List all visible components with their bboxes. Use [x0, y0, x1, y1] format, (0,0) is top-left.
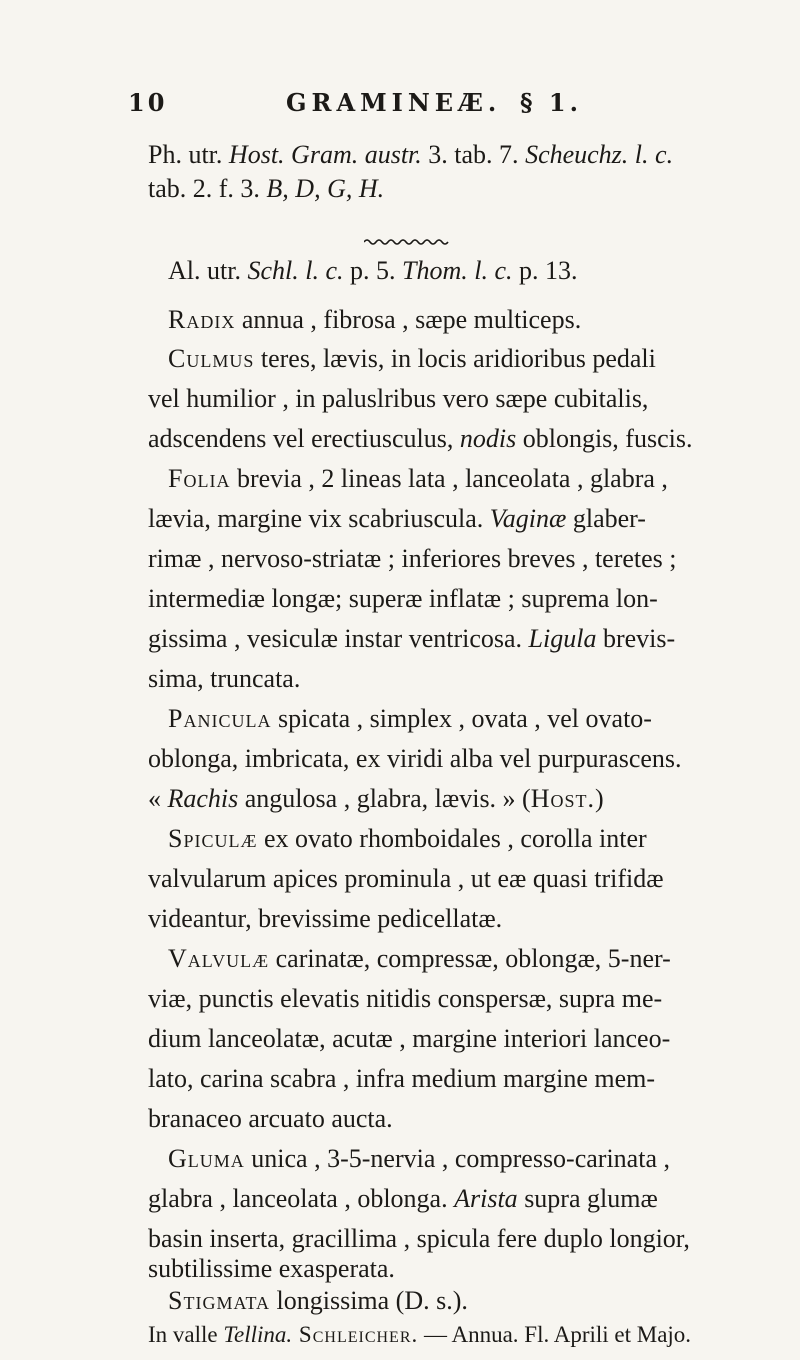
folia-line-6: sima, truncata.	[148, 664, 301, 693]
valvulae-line-2: viæ, punctis elevatis nitidis conspersæ, supra me-	[148, 984, 663, 1013]
folia-line-3: rimæ , nervoso-striatæ ; inferiores breves , teretes ;	[148, 544, 677, 573]
valvulae-line-5: branaceo arcuato aucta.	[148, 1104, 393, 1133]
spiculae-line-3: videantur, brevissime pedicellatæ.	[148, 904, 503, 933]
gluma-line-4: subtilissime exasperata.	[148, 1254, 395, 1283]
culmus-line-3: adscendens vel erectiusculus, nodis oblongis, fuscis.	[148, 424, 693, 453]
panicula-line-3: « Rachis angulosa , glabra, lævis. » (Host.)	[148, 784, 604, 813]
valvulae-line-1: Valvulæ carinatæ, compressæ, oblongæ, 5-ner-	[168, 944, 671, 973]
section-mark: § 1.	[520, 88, 582, 117]
valvulae-line-3: dium lanceolatæ, acutæ , margine interiori lanceo-	[148, 1024, 671, 1053]
folia-line-4: intermediæ longæ; superæ inflatæ ; suprema lon-	[148, 584, 658, 613]
ph-reference-line-1: Ph. utr. Host. Gram. austr. 3. tab. 7. Scheuchz. l. c.	[148, 140, 674, 169]
footer-locality-note: In valle Tellina. Schleicher. — Annua. Fl. Aprili et Majo.	[148, 1322, 692, 1347]
panicula-line-1: Panicula spicata , simplex , ovata , vel ovato-	[168, 704, 652, 733]
gluma-line-1: Gluma unica , 3-5-nervia , compresso-carinata ,	[168, 1144, 670, 1173]
radix-paragraph: Radix annua , fibrosa , sæpe multiceps.	[168, 305, 582, 334]
spiculae-line-2: valvularum apices prominula , ut eæ quasi trifidæ	[148, 864, 664, 893]
culmus-line-1: Culmus teres, lævis, in locis aridioribus pedali	[168, 344, 656, 373]
folia-line-1: Folia brevia , 2 lineas lata , lanceolata , glabra ,	[168, 464, 668, 493]
spiculae-line-1: Spiculæ ex ovato rhomboidales , corolla inter	[168, 824, 647, 853]
header-title: GRAMINEÆ.	[286, 88, 502, 117]
ph-reference-line-2: tab. 2. f. 3. B, D, G, H.	[148, 174, 385, 203]
panicula-line-2: oblonga, imbricata, ex viridi alba vel purpurascens.	[148, 744, 682, 773]
page-number: 10	[128, 88, 168, 117]
folia-line-2: lævia, margine vix scabriuscula. Vaginæ glaber-	[148, 504, 646, 533]
gluma-line-3: basin inserta, gracillima , spicula fere duplo longior,	[148, 1224, 690, 1253]
stigmata-line: Stigmata longissima (D. s.).	[168, 1286, 468, 1315]
culmus-line-2: vel humilior , in paluslribus vero sæpe cubitalis,	[148, 384, 649, 413]
running-header	[128, 88, 668, 122]
al-reference-line: Al. utr. Schl. l. c. p. 5. Thom. l. c. p. 13.	[168, 256, 578, 285]
gluma-line-2: glabra , lanceolata , oblonga. Arista supra glumæ	[148, 1184, 658, 1213]
wavy-divider-ornament	[364, 238, 450, 246]
valvulae-line-4: lato, carina scabra , infra medium margine mem-	[148, 1064, 656, 1093]
folia-line-5: gissima , vesiculæ instar ventricosa. Ligula brevis-	[148, 624, 676, 653]
